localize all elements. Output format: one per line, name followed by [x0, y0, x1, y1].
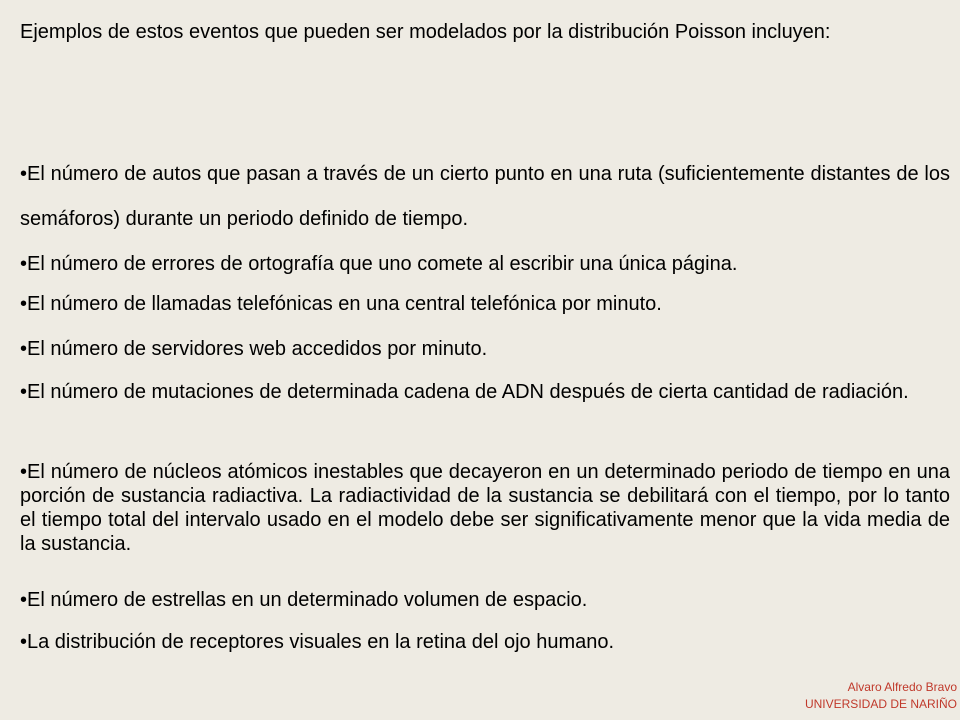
bullet-item-dna-mutations: •El número de mutaciones de determinada cadena de ADN después de cierta cantidad de radiación. [20, 381, 909, 403]
bullet-item-web-servers: •El número de servidores web accedidos por minuto. [20, 338, 488, 360]
credit-institution: UNIVERSIDAD DE NARIÑO [804, 697, 957, 711]
bullet-item-spelling-errors: •El número de errores de ortografía que uno comete al escribir una única página. [20, 253, 738, 275]
bullet-item-stars: •El número de estrellas en un determinado volumen de espacio. [20, 589, 588, 611]
intro-paragraph: Ejemplos de estos eventos que pueden ser modelados por la distribución Poisson incluyen: [20, 21, 831, 43]
bullet-item-cars: •El número de autos que pasan a través de un cierto punto en una ruta (suficientemente distantes de los semáforos) durante un periodo definido de tiempo. [20, 163, 950, 230]
bullet-item-atomic-nuclei: •El número de núcleos atómicos inestables que decayeron en un determinado periodo de tiempo en una porción de sustancia radiactiva. La radiactividad de la sustancia se debilitará con el tiempo, por lo tanto el tiempo total del intervalo usado en el modelo debe ser significativamente menor que la vida media de la sustancia. [20, 461, 950, 555]
credit-author: Alvaro Alfredo Bravo [847, 680, 957, 694]
bullet-item-visual-receptors: •La distribución de receptores visuales en la retina del ojo humano. [20, 631, 615, 653]
bullet-item-phone-calls: •El número de llamadas telefónicas en una central telefónica por minuto. [20, 293, 662, 315]
